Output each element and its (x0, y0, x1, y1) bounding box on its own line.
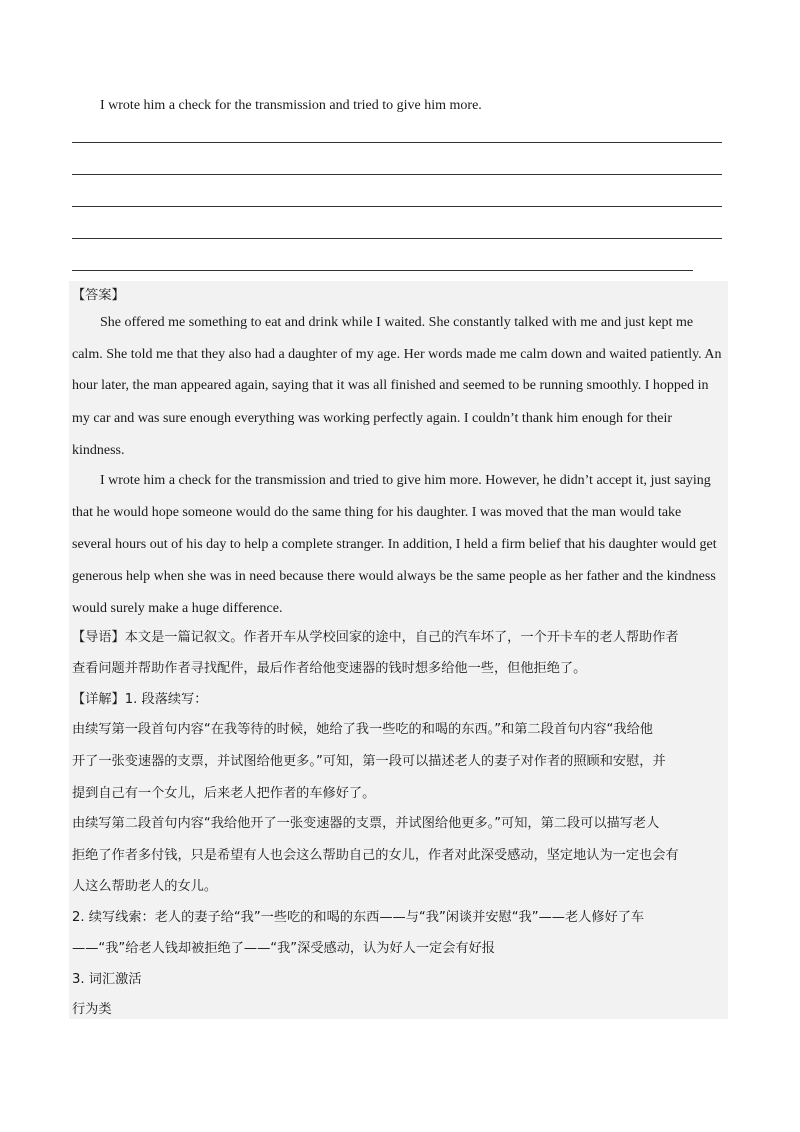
writing-line[interactable] (72, 142, 722, 143)
answer-para2-line: would surely make a huge difference. (72, 601, 283, 616)
writing-line[interactable] (72, 174, 722, 175)
detail-line: 2. 续写线索：老人的妻子给“我”一些吃的和喝的东西——与“我”闲谈并安慰“我”——老人修好了车 (72, 910, 645, 925)
answer-para2-line: generous help when she was in need because there would always be the same people as her father and the kindness (72, 569, 716, 584)
answer-para1-line: calm. She told me that they also had a daughter of my age. Her words made me calm down and waited patiently. An (72, 347, 722, 362)
prompt-sentence: I wrote him a check for the transmission and tried to give him more. (100, 98, 482, 113)
detail-line: 由续写第二段首句内容“我给他开了一张变速器的支票，并试图给他更多。”可知，第二段可以描写老人 (72, 816, 660, 831)
detail-line: 3. 词汇激活 (72, 972, 142, 987)
answer-para2-line: that he would hope someone would do the same thing for his daughter. I was moved that the man would take (72, 505, 682, 520)
guide-line: 查看问题并帮助作者寻找配件，最后作者给他变速器的钱时想多给他一些，但他拒绝了。 (72, 661, 587, 676)
guide-line: 【导语】本文是一篇记叙文。作者开车从学校回家的途中，自己的汽车坏了，一个开卡车的老人帮助作者 (72, 630, 679, 645)
answer-para1-line: hour later, the man appeared again, saying that it was all finished and seemed to be running smoothly. I hopped in (72, 378, 709, 393)
answer-para1-line: kindness. (72, 443, 125, 458)
detail-line: 行为类 (72, 1002, 112, 1017)
writing-line[interactable] (72, 238, 722, 239)
answer-para1-line: She offered me something to eat and drink while I waited. She constantly talked with me and just kept me (100, 315, 694, 330)
detail-line: 开了一张变速器的支票，并试图给他更多。”可知，第一段可以描述老人的妻子对作者的照顾和安慰，并 (72, 754, 666, 769)
answer-para1-line: my car and was sure enough everything was working perfectly again. I couldn’t thank him enough for their (72, 411, 673, 426)
detail-line: ——“我”给老人钱却被拒绝了——“我”深受感动，认为好人一定会有好报 (72, 941, 495, 956)
answer-para2-line: several hours out of his day to help a complete stranger. In addition, I held a firm belief that his daughter would get (72, 537, 717, 552)
answer-heading: 【答案】 (72, 288, 125, 303)
writing-line[interactable] (72, 206, 722, 207)
answer-para2-line: I wrote him a check for the transmission and tried to give him more. However, he didn’t accept it, just saying (100, 473, 711, 488)
detail-line: 人这么帮助老人的女儿。 (72, 879, 218, 894)
detail-line: 由续写第一段首句内容“在我等待的时候，她给了我一些吃的和喝的东西。”和第二段首句内容“我给他 (72, 722, 653, 737)
detail-line: 拒绝了作者多付钱，只是希望有人也会这么帮助自己的女儿，作者对此深受感动，坚定地认为一定也会有 (72, 848, 679, 863)
writing-line[interactable] (72, 270, 693, 271)
detail-line: 【详解】1. 段落续写： (72, 692, 208, 707)
detail-line: 提到自己有一个女儿，后来老人把作者的车修好了。 (72, 786, 376, 801)
